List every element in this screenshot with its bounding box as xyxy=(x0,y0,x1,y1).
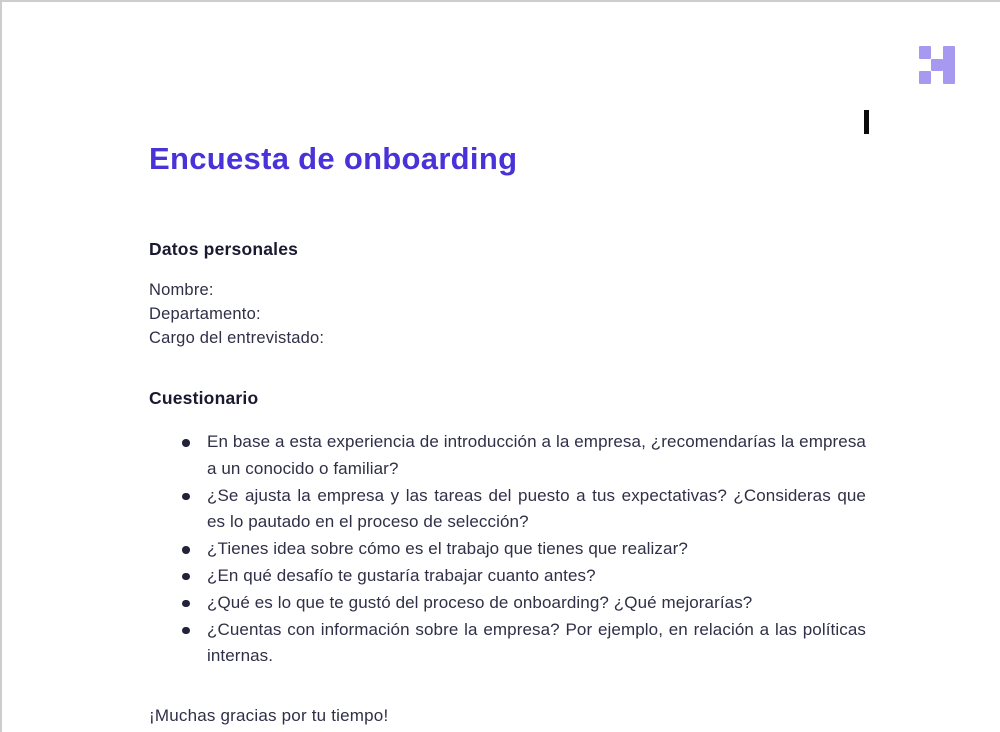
field-label-departamento: Departamento: xyxy=(149,305,261,323)
question-text: ¿Qué es lo que te gustó del proceso de onboarding? ¿Qué mejorarías? xyxy=(207,592,753,612)
section-heading-questionnaire: Cuestionario xyxy=(149,388,259,408)
logo-pixel xyxy=(931,59,943,72)
question-text: ¿En qué desafío te gustaría trabajar cuanto antes? xyxy=(207,565,596,585)
question-item xyxy=(149,536,866,563)
bullet-icon xyxy=(182,546,190,554)
bullet-icon xyxy=(182,600,190,608)
bullet-icon xyxy=(182,493,190,501)
question-item xyxy=(149,483,866,537)
closing-text: ¡Muchas gracias por tu tiempo! xyxy=(149,706,389,726)
personal-data-fields xyxy=(149,278,866,350)
bullet-icon xyxy=(182,439,190,447)
questionnaire-list xyxy=(149,429,866,670)
question-item xyxy=(149,563,866,590)
document-body[interactable] xyxy=(149,2,866,726)
logo-pixel xyxy=(919,71,931,84)
logo-pixel xyxy=(943,46,955,84)
field-label-nombre: Nombre: xyxy=(149,281,214,299)
bullet-icon xyxy=(182,573,190,581)
question-item xyxy=(149,429,866,483)
question-text: ¿Tienes idea sobre cómo es el trabajo que tienes que realizar? xyxy=(207,539,688,559)
section-heading-personal-data: Datos personales xyxy=(149,239,299,259)
question-item xyxy=(149,590,866,617)
question-item xyxy=(149,617,866,671)
question-text: ¿Cuentas con información sobre la empresa? Por ejemplo, en relación a las políticas internas. xyxy=(207,619,866,666)
field-label-cargo: Cargo del entrevistado: xyxy=(149,329,325,347)
logo-pixel xyxy=(919,46,931,59)
page-title: Encuesta de onboarding xyxy=(149,141,518,176)
question-text: ¿Se ajusta la empresa y las tareas del puesto a tus expectativas? ¿Consideras que es lo pautado en el proceso de selección? xyxy=(207,485,866,532)
brand-pixel-logo xyxy=(919,46,955,84)
bullet-icon xyxy=(182,627,190,635)
question-text: En base a esta experiencia de introducción a la empresa, ¿recomendarías la empresa a un conocido o familiar? xyxy=(207,432,866,478)
